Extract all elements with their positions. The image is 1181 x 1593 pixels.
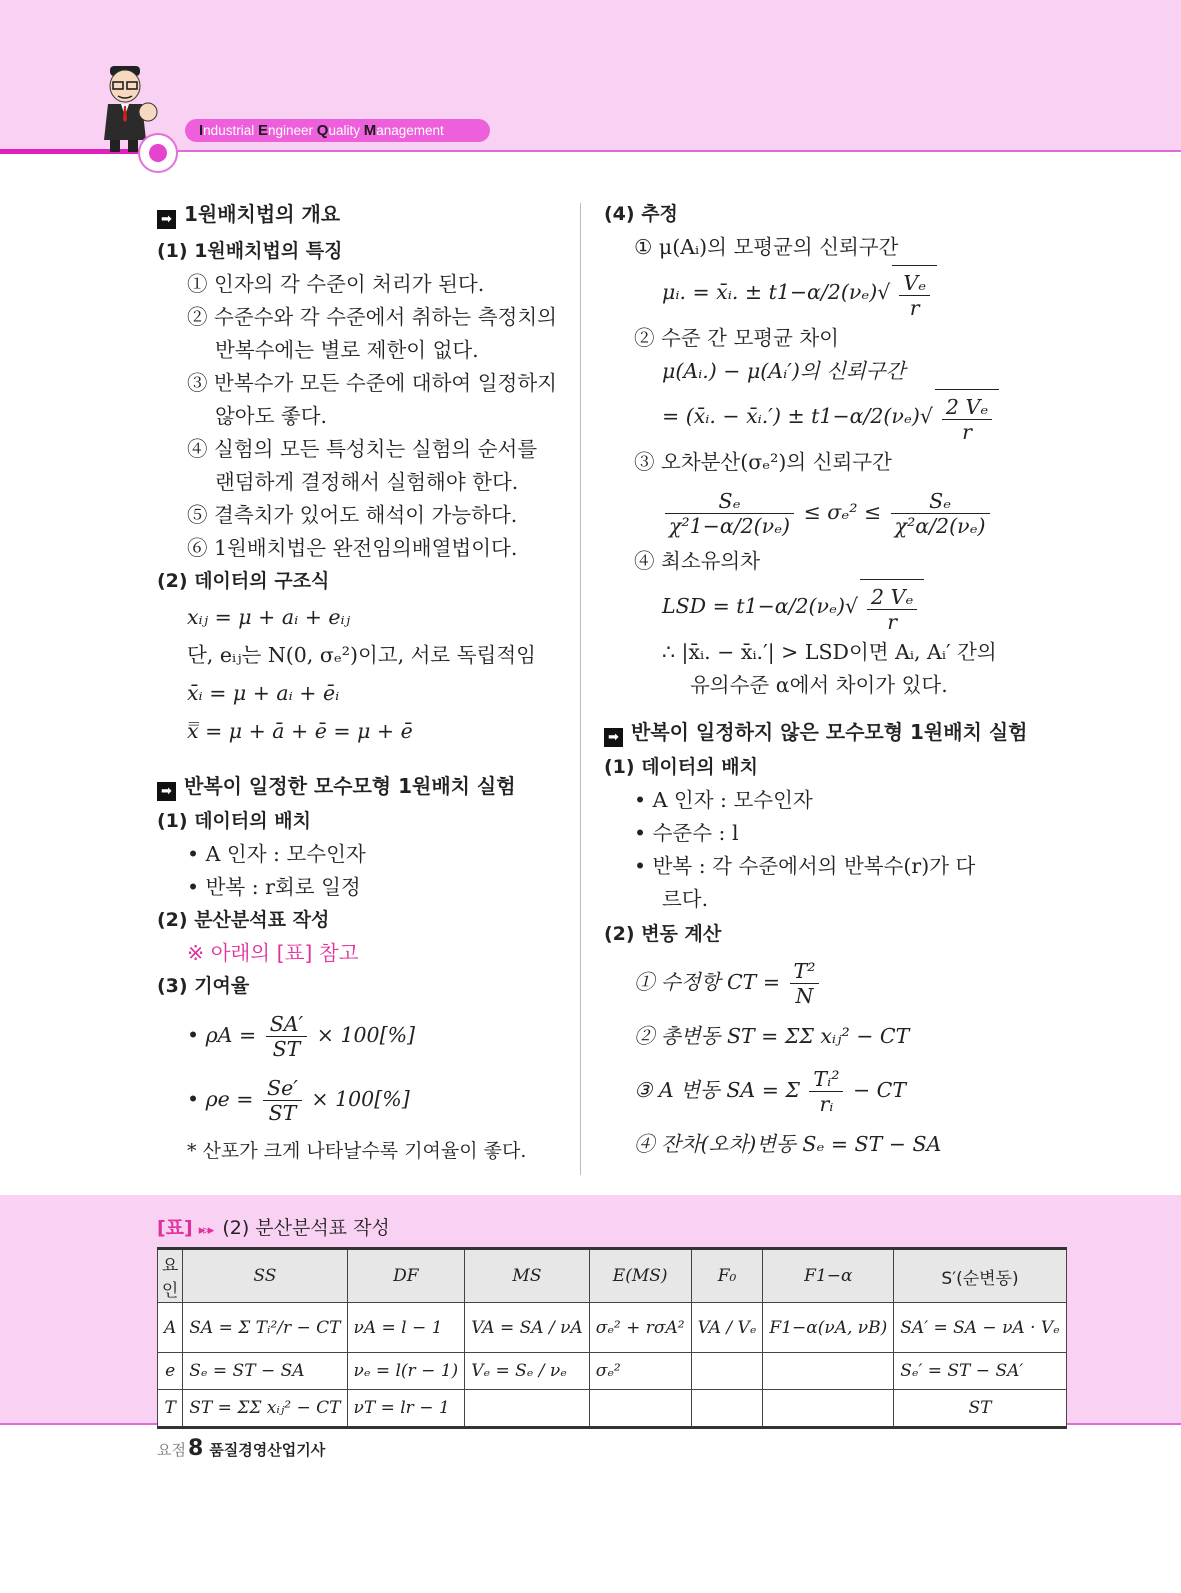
subsection-heading: (2) 변동 계산 [604,923,722,945]
series-title-pill: Industrial Engineer Quality Management [185,119,490,142]
table-cell [763,1390,894,1428]
subsection-heading: (3) 기여율 [157,975,250,997]
list-item: ③ 오차분산(σₑ²)의 신뢰구간 [634,450,892,474]
contribution-formula-e: • ρe = $\frac{Se'}{ST}$ × 100[%] [187,1076,410,1125]
table-cell: T [158,1390,183,1428]
conclusion: ∴ |x̄ᵢ. − x̄ᵢ.′| > LSD이면 Aᵢ, Aᵢ′ 간의 [662,640,997,664]
equation: ① 수정항 CT = $\frac{\text{T²}}{N}$ [604,951,1014,1013]
header-band [0,0,1181,150]
header-circle-icon [138,133,178,173]
table-cell: VA / Vₑ [691,1303,763,1353]
column-divider [580,203,581,1175]
table-header: F1−α [763,1249,894,1303]
section-heading: ➡ 반복이 일정한 모수모형 1원배치 실험 [157,770,567,803]
page-footer: 요점8 품질경영산업기사 [157,1436,326,1461]
table-cell: Sₑ′ = ST − SA′ [894,1353,1067,1390]
table-cell [465,1390,590,1428]
book-title: 품질경영산업기사 [209,1441,326,1459]
table-cell: SA = Σ Tᵢ²/r − CT [183,1303,347,1353]
table-cell: σₑ² [589,1353,691,1390]
arrow-icon: ➡ [157,782,176,801]
table-cell: A [158,1303,183,1353]
table-cell: F1−α(νA, νB) [763,1303,894,1353]
equation: $\frac{\text{Sₑ}}{\text{χ²1−α/2(νₑ)}}$ ≤ σₑ² ≤ $\frac{\text{Sₑ}}{\text{χ²α/2(νₑ)}}$ [604,479,1014,545]
bullet-item: • A 인자 : 모수인자 [187,842,366,866]
section-heading: ➡ 1원배치법의 개요 [157,198,567,231]
table-cell: σₑ² + rσA² [589,1303,691,1353]
table-cell [691,1353,763,1390]
list-item: ⑥ 1원배치법은 완전임의배열법이다. [187,536,518,560]
table-header: MS [465,1249,590,1303]
table-header: DF [347,1249,465,1303]
bullet-item: • 반복 : r회로 일정 [187,875,361,899]
left-column [157,198,567,1168]
table-cell [763,1353,894,1390]
list-item: ④ 최소유의차 [634,549,761,573]
table-cell: SA′ = SA − νA · Vₑ [894,1303,1067,1353]
anova-table [157,1247,1067,1429]
subsection-heading: (2) 데이터의 구조식 [157,570,330,592]
list-item: 랜덤하게 결정해서 실험해야 한다. [215,470,519,494]
right-column [604,198,1028,1167]
list-item: ② 수준수와 각 수준에서 취하는 측정치의 [187,305,557,329]
list-item: μ(Aᵢ.) − μ(Aᵢ′)의 신뢰구간 [662,359,906,383]
equation: ③ A 변동 SA = Σ $\frac{\text{Tᵢ²}}{\text{rᵢ}}$ − CT [634,1067,907,1116]
section-heading: ➡ 반복이 일정하지 않은 모수모형 1원배치 실험 [604,716,1014,749]
table-header: E(MS) [589,1249,691,1303]
table-cell: Sₑ = ST − SA [183,1353,347,1390]
table-cell: e [158,1353,183,1390]
subsection-heading: (1) 데이터의 배치 [157,810,311,832]
list-item: ① μ(Aᵢ)의 모평균의 신뢰구간 [634,235,899,259]
equation: xᵢⱼ = μ + aᵢ + eᵢⱼ [187,605,351,629]
equation: = (x̄ᵢ. − x̄ᵢ.′) ± t1−α/2(νₑ)√ $\frac{\text{2 Vₑ}}{r}$ [604,388,1014,446]
table-row [158,1390,1067,1428]
table-cell [691,1390,763,1428]
table-header-row [158,1249,1067,1303]
table-title: [표] ▸▹▸ (2) 분산분석표 작성 [157,1217,390,1239]
equation: ② 총변동 ST = ΣΣ xᵢⱼ² − CT [634,1024,910,1048]
equation: μᵢ. = x̄ᵢ. ± t1−α/2(νₑ)√ $\frac{\text{Vₑ}}{r}$ [604,264,1014,322]
equation: LSD = t1−α/2(νₑ)√ $\frac{\text{2 Vₑ}}{r}$ [604,578,1014,636]
bullet-item: • A 인자 : 모수인자 [634,788,813,812]
table-header: SS [183,1249,347,1303]
contribution-formula-a: • ρA = $\frac{SA'}{ST}$ × 100[%] [187,1012,416,1061]
table-cell: ST = ΣΣ xᵢⱼ² − CT [183,1390,347,1428]
list-item: 않아도 좋다. [215,404,328,428]
equation-note: 단, eᵢⱼ는 N(0, σₑ²)이고, 서로 독립적임 [187,643,536,667]
subsection-heading: (4) 추정 [604,203,678,225]
list-item: 반복수에는 별로 제한이 없다. [215,338,479,362]
bullet-item: • 반복 : 각 수준에서의 반복수(r)가 다 [634,854,976,878]
table-header: F₀ [691,1249,763,1303]
subsection-heading: (1) 데이터의 배치 [604,756,758,778]
bullet-item: • 수준수 : l [634,821,739,845]
conclusion: 유의수준 α에서 차이가 있다. [690,673,948,697]
table-header: 요 인 [158,1249,183,1303]
arrow-icon: ➡ [157,210,176,229]
table-cell: νT = lr − 1 [347,1390,465,1428]
table-cell: Vₑ = Sₑ / νₑ [465,1353,590,1390]
triangle-arrows-icon: ▸▹▸ [198,1223,213,1238]
list-item: ② 수준 간 모평균 차이 [634,326,839,350]
page-number: 8 [187,1436,204,1461]
table-cell: ST [894,1390,1067,1428]
table-row [158,1303,1067,1353]
list-item: ④ 실험의 모든 특성치는 실험의 순서를 [187,437,538,461]
bullet-item: 르다. [662,887,709,911]
table-cell [589,1390,691,1428]
arrow-icon: ➡ [604,728,623,747]
equation: x̿ = μ + ā + ē = μ + ē̄ [187,719,413,743]
table-cell: νₑ = l(r − 1) [347,1353,465,1390]
equation: ④ 잔차(오차)변동 Sₑ = ST − SA [634,1132,942,1156]
table-row [158,1353,1067,1390]
list-item: ⑤ 결측치가 있어도 해석이 가능하다. [187,503,518,527]
table-cell: VA = SA / νA [465,1303,590,1353]
equation: x̄ᵢ = μ + aᵢ + ēᵢ [187,681,340,705]
list-item: ③ 반복수가 모든 수준에 대하여 일정하지 [187,371,557,395]
table-reference: ※ 아래의 [표] 참고 [187,941,359,965]
table-header: S′(순변동) [894,1249,1067,1303]
list-item: ① 인자의 각 수준이 처리가 된다. [187,272,485,296]
subsection-heading: (1) 1원배치법의 특징 [157,240,343,262]
footnote: * 산포가 크게 나타날수록 기여율이 좋다. [187,1140,527,1162]
subsection-heading: (2) 분산분석표 작성 [157,909,330,931]
table-cell: νA = l − 1 [347,1303,465,1353]
